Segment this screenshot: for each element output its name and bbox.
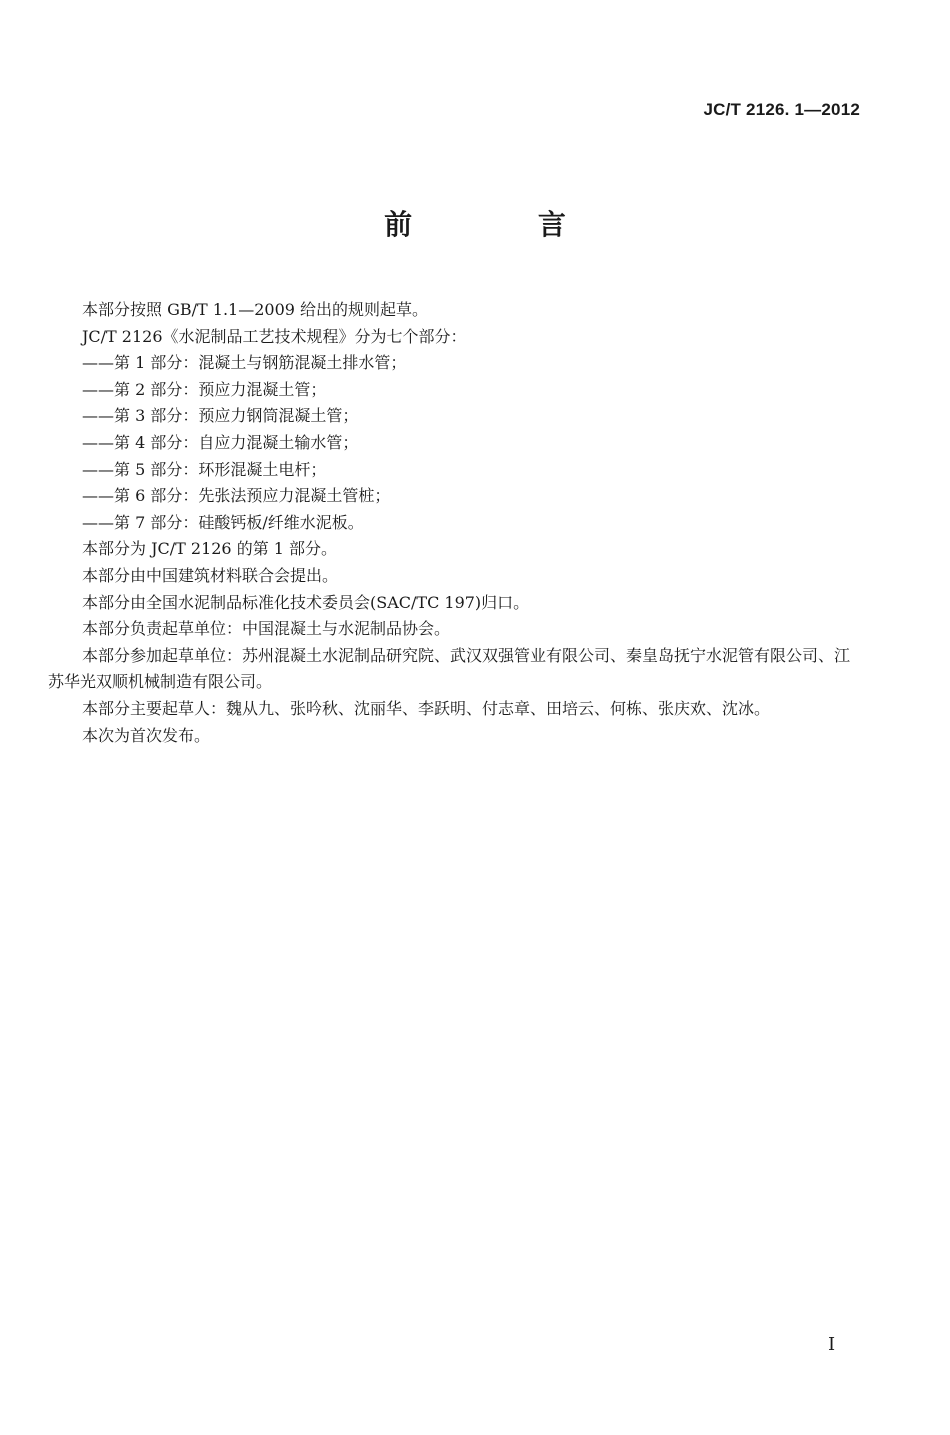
paragraph-drafters: 本部分主要起草人：魏从九、张吟秋、沈丽华、李跃明、付志章、田培云、何栋、张庆欢、沈冰。 xyxy=(82,698,771,718)
list-item-part-1: ——第 1 部分：混凝土与钢筋混凝土排水管； xyxy=(82,353,407,373)
list-item-part-4: ——第 4 部分：自应力混凝土输水管； xyxy=(82,432,359,452)
list-item-part-5: ——第 5 部分：环形混凝土电杆； xyxy=(82,459,327,479)
page-title: 前 言 xyxy=(384,208,624,241)
standard-code: JC/T 2126. 1—2012 xyxy=(703,100,860,119)
paragraph-drafting-rules: 本部分按照 GB/T 1.1—2009 给出的规则起草。 xyxy=(82,300,429,319)
paragraph-proposed-by: 本部分由中国建筑材料联合会提出。 xyxy=(82,565,339,585)
list-item-part-2: ——第 2 部分：预应力混凝土管； xyxy=(82,379,327,399)
paragraph-part-number: 本部分为 JC/T 2126 的第 1 部分。 xyxy=(82,539,338,559)
paragraph-participating-units: 本部分参加起草单位：苏州混凝土水泥制品研究院、武汉双强管业有限公司、秦皇岛抚宁水泥管有限公司、江苏华光双顺机械制造有限公司。 xyxy=(48,645,851,692)
paragraph-first-release: 本次为首次发布。 xyxy=(82,725,211,745)
list-item-part-6: ——第 6 部分：先张法预应力混凝土管桩； xyxy=(82,486,391,506)
paragraph-parts-intro: JC/T 2126《水泥制品工艺技术规程》分为七个部分： xyxy=(82,326,467,346)
list-item-part-7: ——第 7 部分：硅酸钙板/纤维水泥板。 xyxy=(82,512,364,532)
foreword-body xyxy=(48,297,863,749)
paragraph-committee: 本部分由全国水泥制品标准化技术委员会(SAC/TC 197)归口。 xyxy=(82,592,530,612)
list-item-part-3: ——第 3 部分：预应力钢筒混凝土管； xyxy=(82,406,359,426)
page-number: I xyxy=(828,1334,836,1355)
paragraph-responsible-unit: 本部分负责起草单位：中国混凝土与水泥制品协会。 xyxy=(82,619,451,639)
